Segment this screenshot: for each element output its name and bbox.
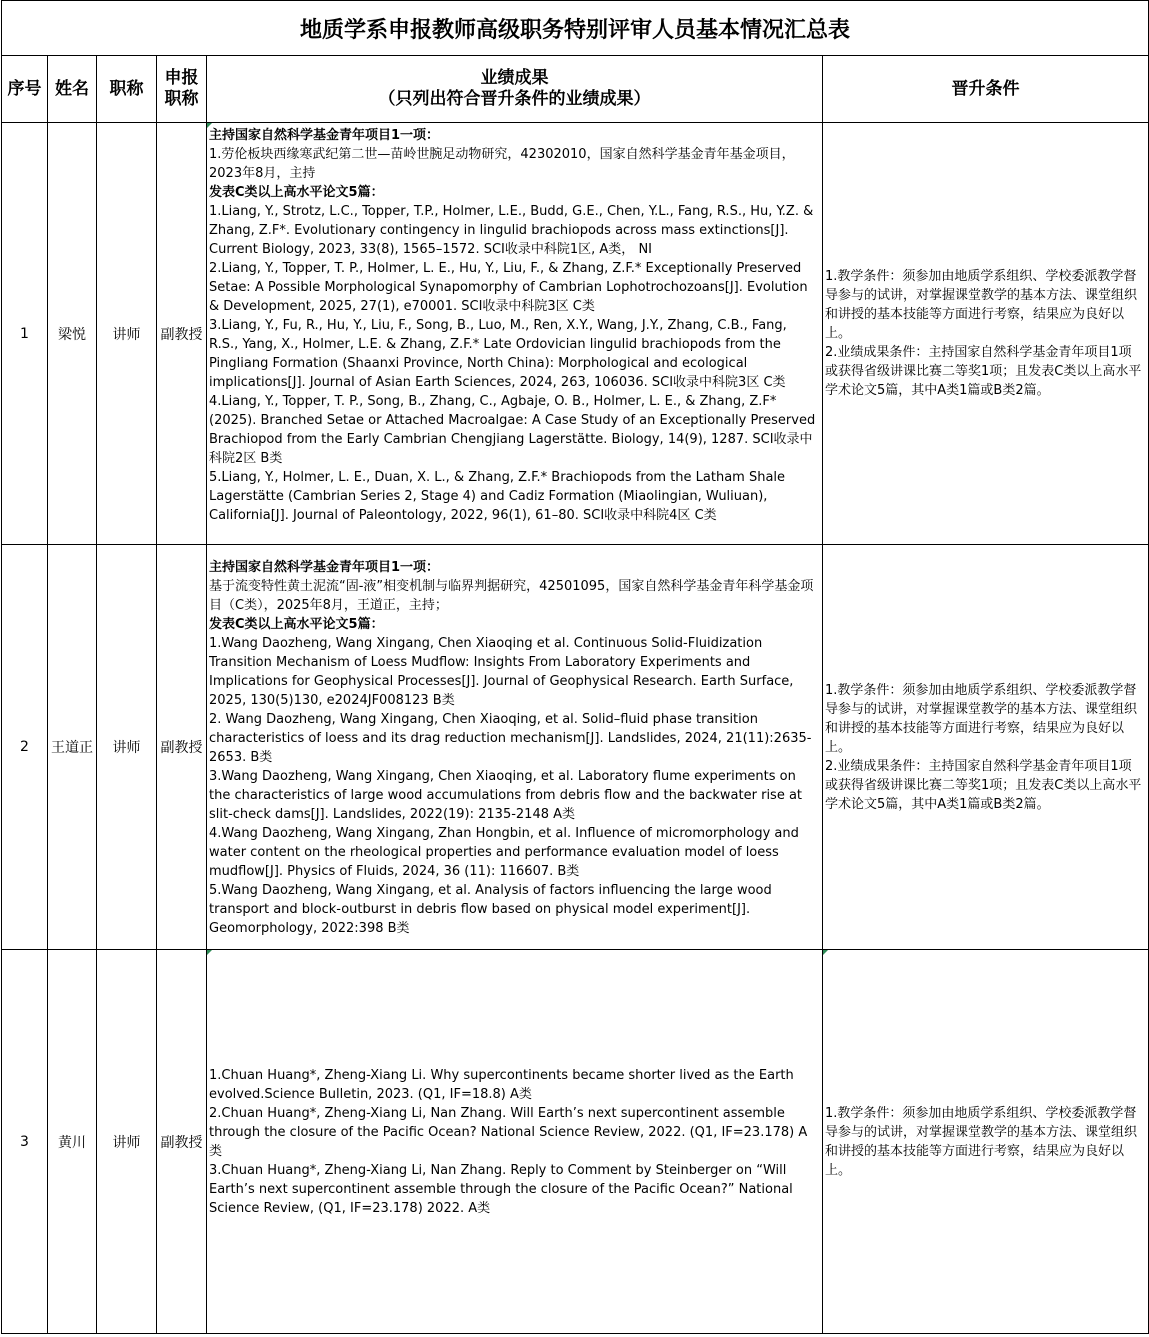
header-achievements [207,56,823,123]
paper-item: 5.Wang Daozheng, Wang Xingang, et al. Analysis of factors influencing the large wood transport and block-outburst in debris flow based on physical model experiment[J]. Geomorphology, 2022:398 B类 [209,882,772,936]
paper-item: 4.Wang Daozheng, Wang Xingang, Zhan Hongbin, et al. Influence of micromorphology and water content on the rheological properties and performance evaluation model of loess mudflow[J]. Physics of Fluids, 2024, 36 (11): 116607. B类 [209,825,799,879]
row-conditions: 1.教学条件：须参加由地质学系组织、学校委派教学督导参与的试讲，对掌握课堂教学的基本方法、课堂组织和讲授的基本技能等方面进行考察，结果应为良好以上。 2.业绩成果条件：主持国家自然科学基金青年项目1项或获得省级讲课比赛二等奖1项；且发表C类以上高水平学术论文5篇，其中A类1篇或B类2篇。 [823,123,1149,545]
header-seq: 序号 [2,56,48,123]
achievement-heading: 发表C类以上高水平论文5篇： [209,616,384,632]
paper-item: 3.Wang Daozheng, Wang Xingang, Chen Xiaoqing, et al. Laboratory flume experiments on the characteristics of large wood accumulations from debris flow and the backwater rise at slit-check dams[J]. Landslides, 2022(19): 2135-2148 A类 [209,768,803,822]
table-row [2,545,1149,950]
header-achievements-line1: 业绩成果 [480,68,549,88]
row-seq: 2 [2,545,48,950]
header-apply-line1: 申报 [164,68,199,88]
row-name: 黄川 [48,950,97,1334]
row-apply: 副教授 [157,123,207,545]
row-achievements [207,123,823,545]
summary-table [1,0,1149,1334]
achievement-heading: 主持国家自然科学基金青年项目1一项： [209,128,440,143]
row-title: 讲师 [97,545,157,950]
row-name: 梁悦 [48,123,97,545]
achievement-heading: 主持国家自然科学基金青年项目1一项： [209,559,440,575]
paper-item: 5.Liang, Y., Holmer, L. E., Duan, X. L., & Zhang, Z.F.* Brachiopods from the Latham Shale Lagerstätte (Cambrian Series 2, Stage 4) and Cadiz Formation (Miaolingian, Wuliuan), California[J]. Journal of Paleontology, 2022, 96(1), 61–80. SCI收录中科院4区 C类 [209,470,786,523]
table-row [2,950,1149,1334]
paper-item: 1.Chuan Huang*, Zheng-Xiang Li. Why supercontinents became shorter lived as the Earth evolved.Science Bulletin, 2023. (Q1, IF=18.8) A类 [209,1068,794,1102]
row-title: 讲师 [97,123,157,545]
header-conditions: 晋升条件 [823,56,1149,123]
row-achievements [207,950,823,1334]
row-seq: 1 [2,123,48,545]
header-apply-line2: 职称 [164,89,199,109]
comment-marker [823,950,828,955]
paper-item: 3.Chuan Huang*, Zheng-Xiang Li, Nan Zhang. Reply to Comment by Steinberger on “Will Earth’s next supercontinent assemble through the closure of the Pacific Ocean?” National Science Review, (Q1, IF=23.178) 2022. A类 [209,1163,793,1216]
paper-item: 2.Liang, Y., Topper, T. P., Holmer, L. E., Hu, Y., Liu, F., & Zhang, Z.F.* Exceptionally Preserved Setae: A Possible Morphological Synapomorphy of Cambrian Lophotrochozoans[J]. Evolution & Development, 2025, 27(1), e70001. SCI收录中科院3区 C类 [209,261,808,314]
row-achievements [207,545,823,950]
paper-item: 1.Wang Daozheng, Wang Xingang, Chen Xiaoqing et al. Continuous Solid-Fluidization Transition Mechanism of Loess Mudflow: Insights From Laboratory Experiments and Implications for Geophysical Processes[J]. Journal of Geophysical Research. Earth Surface, 2025, 130(5)130, e2024JF008123 B类 [209,635,794,708]
header-achievements-line2: （只列出符合晋升条件的业绩成果） [378,89,651,109]
paper-item: 3.Liang, Y., Fu, R., Hu, Y., Liu, F., Song, B., Luo, M., Ren, X.Y., Wang, J.Y., Zhang, C.B., Fang, R.S., Yang, X., Holmer, L.E. & Zhang, Z.F.* Late Ordovician lingulid brachiopods from the Pingliang Formation (Shaanxi Province, North China): Morphological and ecological implications[J]. Journal of Asian Earth Sciences, 2024, 263, 106036. SCI收录中科院3区 C类 [209,318,787,390]
row-conditions [823,950,1149,1334]
achievement-heading: 发表C类以上高水平论文5篇： [209,185,384,200]
row-seq: 3 [2,950,48,1334]
comment-marker [207,123,212,128]
header-apply [157,56,207,123]
header-row [2,56,1149,123]
paper-item: 1.Liang, Y., Strotz, L.C., Topper, T.P., Holmer, L.E., Budd, G.E., Chen, Y.L., Fang, R.S., Hu, Y.Z. & Zhang, Z.F*. Evolutionary contingency in lingulid brachiopods across mass extinctions[J]. Current Biology, 2023, 33(8), 1565–1572. SCI收录中科院1区, A类， NI [209,204,814,257]
header-title: 职称 [97,56,157,123]
table-title: 地质学系申报教师高级职务特别评审人员基本情况汇总表 [2,1,1149,56]
table-row [2,123,1149,545]
conditions-text: 1.教学条件：须参加由地质学系组织、学校委派教学督导参与的试讲，对掌握课堂教学的基本方法、课堂组织和讲授的基本技能等方面进行考察，结果应为良好以上。 [825,1105,1138,1178]
achievement-project: 1.劳伦板块西缘寒武纪第二世—苗岭世腕足动物研究，42302010，国家自然科学基金青年基金项目，2023年8月，主持 [209,147,795,181]
row-apply: 副教授 [157,545,207,950]
paper-item: 4.Liang, Y., Topper, T. P., Song, B., Zhang, C., Agbaje, O. B., Holmer, L. E., & Zhang, Z.F* (2025). Branched Setae or Attached Macroalgae: A Case Study of an Exceptionally Preserved Brachiopod from the Early Cambrian Chengjiang Lagerstätte. Biology, 14(9), 1287. SCI收录中科院2区 B类 [209,394,816,466]
paper-item: 2.Chuan Huang*, Zheng-Xiang Li, Nan Zhang. Will Earth’s next supercontinent assemble through the closure of the Pacific Ocean? National Science Review, 2022. (Q1, IF=23.178) A类 [209,1106,808,1159]
achievement-project: 基于流变特性黄土泥流“固-液”相变机制与临界判据研究，42501095，国家自然科学基金青年科学基金项目（C类），2025年8月，王道正，主持； [209,578,814,613]
row-apply: 副教授 [157,950,207,1334]
row-name: 王道正 [48,545,97,950]
row-conditions: 1.教学条件：须参加由地质学系组织、学校委派教学督导参与的试讲，对掌握课堂教学的基本方法、课堂组织和讲授的基本技能等方面进行考察，结果应为良好以上。 2.业绩成果条件：主持国家自然科学基金青年项目1项或获得省级讲课比赛二等奖1项；且发表C类以上高水平学术论文5篇，其中A类1篇或B类2篇。 [823,545,1149,950]
comment-marker [207,950,212,955]
paper-item: 2. Wang Daozheng, Wang Xingang, Chen Xiaoqing, et al. Solid–fluid phase transition characteristics of loess and its drag reduction mechanism[J]. Landslides, 2024, 21(11):2635-2653. B类 [209,711,812,765]
row-title: 讲师 [97,950,157,1334]
header-name: 姓名 [48,56,97,123]
